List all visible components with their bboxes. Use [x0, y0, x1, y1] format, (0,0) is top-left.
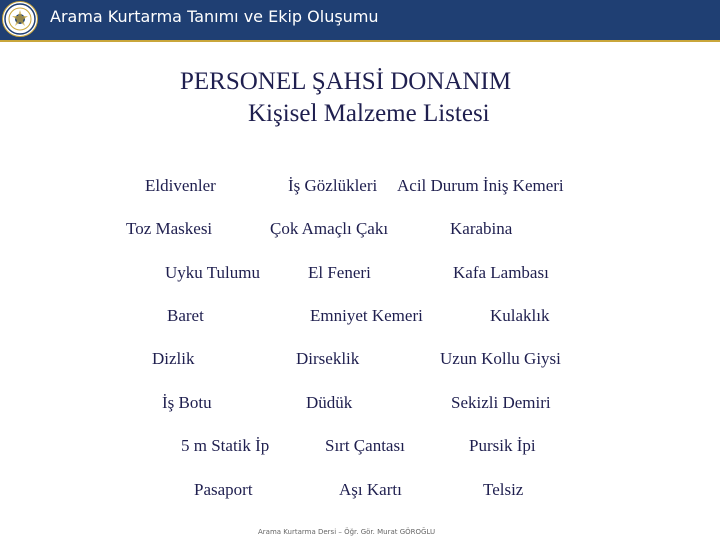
university-seal-icon: [2, 1, 38, 37]
list-item: Toz Maskesi: [126, 219, 213, 238]
list-item: Pursik İpi: [469, 436, 536, 455]
list-item: Dizlik: [152, 349, 195, 368]
header-title: Arama Kurtarma Tanımı ve Ekip Oluşumu: [50, 7, 379, 26]
list-item: Pasaport: [194, 480, 253, 499]
list-item: Düdük: [306, 393, 353, 412]
list-item: Sekizli Demiri: [451, 393, 551, 412]
list-item: Eldivenler: [145, 176, 216, 195]
footer-text: Arama Kurtarma Dersi – Öğr. Gör. Murat GÖROĞLU: [258, 528, 436, 536]
list-item: Aşı Kartı: [339, 480, 402, 499]
list-item: İş Botu: [162, 393, 212, 412]
list-item: Telsiz: [483, 480, 524, 499]
list-item: Emniyet Kemeri: [310, 306, 423, 325]
list-item: Çok Amaçlı Çakı: [270, 219, 389, 238]
header-bar: [0, 0, 720, 40]
list-item: Kulaklık: [490, 306, 550, 325]
list-item: Dirseklik: [296, 349, 360, 368]
list-item: Baret: [167, 306, 204, 325]
list-item: Acil Durum İniş Kemeri: [397, 176, 564, 195]
list-item: Uyku Tulumu: [165, 263, 260, 282]
list-item: Uzun Kollu Giysi: [440, 349, 561, 368]
list-item: Sırt Çantası: [325, 436, 405, 455]
list-item: İş Gözlükleri: [288, 176, 378, 195]
list-item: El Feneri: [308, 263, 371, 282]
list-item: 5 m Statik İp: [181, 436, 270, 455]
slide-title: PERSONEL ŞAHSİ DONANIM: [180, 68, 512, 95]
list-item: Karabina: [450, 219, 513, 238]
slide-subtitle: Kişisel Malzeme Listesi: [248, 100, 490, 127]
header-divider: [0, 40, 720, 42]
list-item: Kafa Lambası: [453, 263, 549, 282]
